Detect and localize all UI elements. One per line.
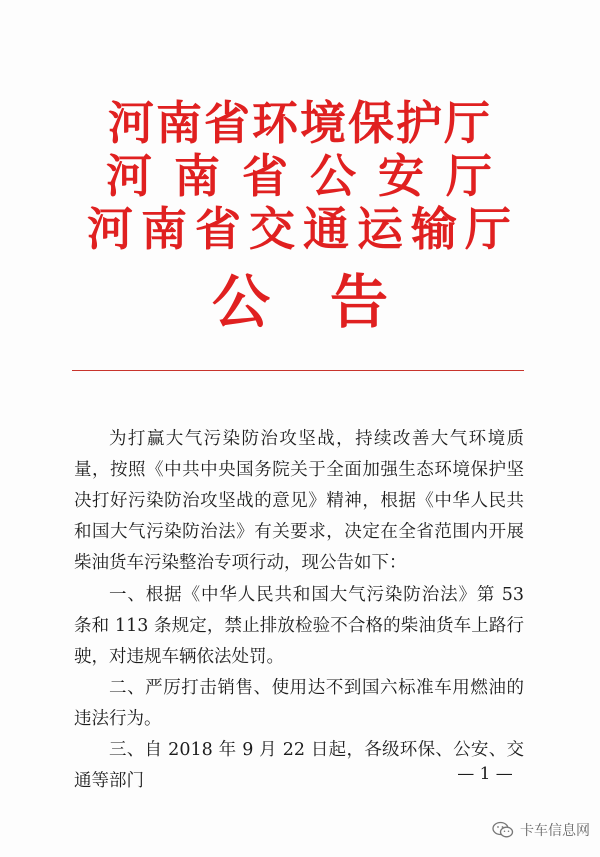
page-number: — 1 — [457, 764, 513, 784]
paragraph-intro: 为打赢大气污染防治攻坚战，持续改善大气环境质量，按照《中共中央国务院关于全面加强生态环境保护坚决打好污染防治攻坚战的意见》精神，根据《中华人民共和国大气污染防治法》有关要求，决定在全省范围内开展柴油货车污染整治专项行动，现公告如下： [74, 429, 524, 573]
source-watermark [492, 818, 590, 842]
red-divider [72, 370, 524, 371]
watermark-text: 卡车信息网 [520, 823, 590, 839]
paragraph-item-3: 三、自 2018 年 9 月 22 日起，各级环保、公安、交通等部门 [74, 740, 524, 791]
issuer-line-transport: 河南省交通运输厅 [87, 202, 519, 256]
paragraph-item-2: 二、严厉打击销售、使用达不到国六标准车用燃油的违法行为。 [74, 678, 524, 729]
issuer-line-environment: 河南省环境保护厅 [108, 96, 492, 150]
wechat-icon [492, 821, 514, 839]
issuer-line-police: 河南省公安厅 [106, 149, 514, 203]
paragraph-item-1: 一、根据《中华人民共和国大气污染防治法》第 53 条和 113 条规定，禁止排放检验不合格的柴油货车上路行驶，对违规车辆依法处罚。 [74, 585, 524, 667]
document-title: 公告 [211, 268, 448, 336]
